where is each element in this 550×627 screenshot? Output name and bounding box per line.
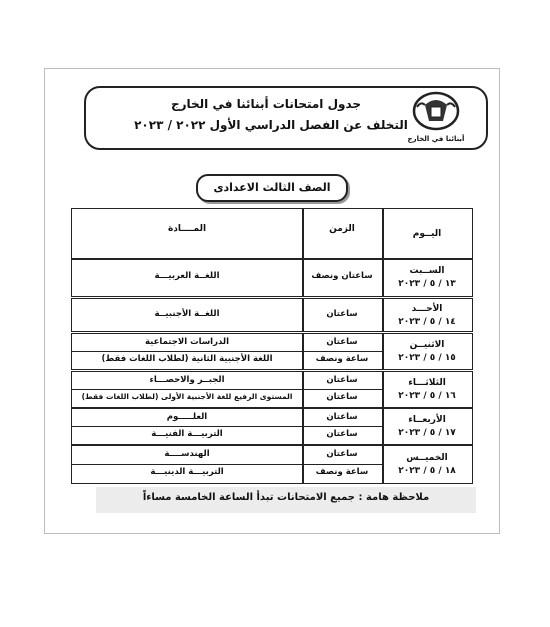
exam-subject: اللغــة الأجنبيــة [154, 309, 220, 319]
exam-subject: الهندســــة [164, 449, 210, 459]
exam-duration: ساعتان [326, 429, 358, 439]
day-cell [382, 372, 472, 407]
day-row-tuesday [71, 371, 473, 408]
exam-duration: ساعتان [326, 309, 358, 319]
exam-duration: ساعتان [326, 412, 358, 422]
exam-subject: اللغــة العربيـــة [154, 271, 220, 281]
exam-duration: ساعتان ونصف [311, 271, 373, 281]
day-cell [382, 299, 472, 331]
exam-duration: ساعة ونصف [315, 354, 369, 364]
table-header [71, 208, 473, 260]
day-date: ١٤ / ٥ / ٢٠٢٣ [398, 316, 456, 327]
exam-duration: ساعتان [326, 392, 358, 402]
day-cell [382, 334, 472, 369]
exam-subject: التربيـــة الفنيـــة [151, 429, 223, 439]
day-row-thursday [71, 445, 473, 484]
exam-duration: ساعتان [326, 337, 358, 347]
day-name: الخميــس [406, 453, 448, 463]
grade-label: الصف الثالث الاعدادى [196, 174, 348, 202]
day-date: ١٨ / ٥ / ٢٠٢٣ [398, 466, 456, 476]
exam-subject: اللغة الأجنبية الثانية (لطلاب اللغات فقط) [101, 354, 273, 364]
logo-caption: أبنائنا في الخارج [407, 135, 465, 143]
day-cell [382, 446, 472, 483]
day-row-wednesday [71, 408, 473, 445]
page-title: جدول امتحانات أبنائنا في الخارج [170, 97, 362, 111]
exam-subject: المستوى الرفيع للغة الأجنبية الأولى (لطلاب اللغات فقط) [81, 392, 293, 401]
day-name: الأربعــاء [408, 415, 446, 425]
header-duration: الزمن [329, 224, 355, 234]
exam-duration: ساعة ونصف [315, 467, 369, 477]
day-date: ١٦ / ٥ / ٢٠٢٣ [398, 391, 456, 401]
day-name: الأحـــد [411, 303, 443, 314]
exam-duration: ساعتان [326, 449, 358, 459]
day-name: الثلاثـــاء [408, 378, 446, 388]
exam-subject: الدراسات الاجتماعية [144, 337, 230, 347]
day-cell [382, 259, 472, 296]
day-row-monday [71, 333, 473, 370]
header-subject: المــــادة [167, 224, 207, 234]
ministry-logo [407, 91, 465, 143]
exam-duration: ساعتان [326, 375, 358, 385]
exam-subject: الجبــر والاحصـــاء [149, 375, 225, 385]
day-cell [382, 409, 472, 444]
eagle-emblem-icon [407, 91, 465, 133]
exam-subject: التربيـــة الدينيـــة [150, 467, 224, 477]
important-note: ملاحظة هامة : جميع الامتحانات تبدأ الساعة الخامسة مساءاً [142, 492, 430, 503]
day-row-saturday [71, 258, 473, 297]
page-subtitle: التخلف عن الفصل الدراسي الأول ٢٠٢٢ / ٢٠٢٣ [134, 118, 408, 132]
day-row-sunday [71, 298, 473, 332]
header-day: اليــوم [412, 229, 442, 239]
day-date: ١٥ / ٥ / ٢٠٢٣ [398, 353, 456, 363]
day-date: ١٣ / ٥ / ٢٠٢٣ [398, 279, 456, 289]
day-date: ١٧ / ٥ / ٢٠٢٣ [398, 428, 456, 438]
exam-subject: العلـــــوم [166, 412, 208, 422]
day-name: الســبت [409, 266, 445, 276]
day-name: الاثنيــن [409, 340, 445, 350]
